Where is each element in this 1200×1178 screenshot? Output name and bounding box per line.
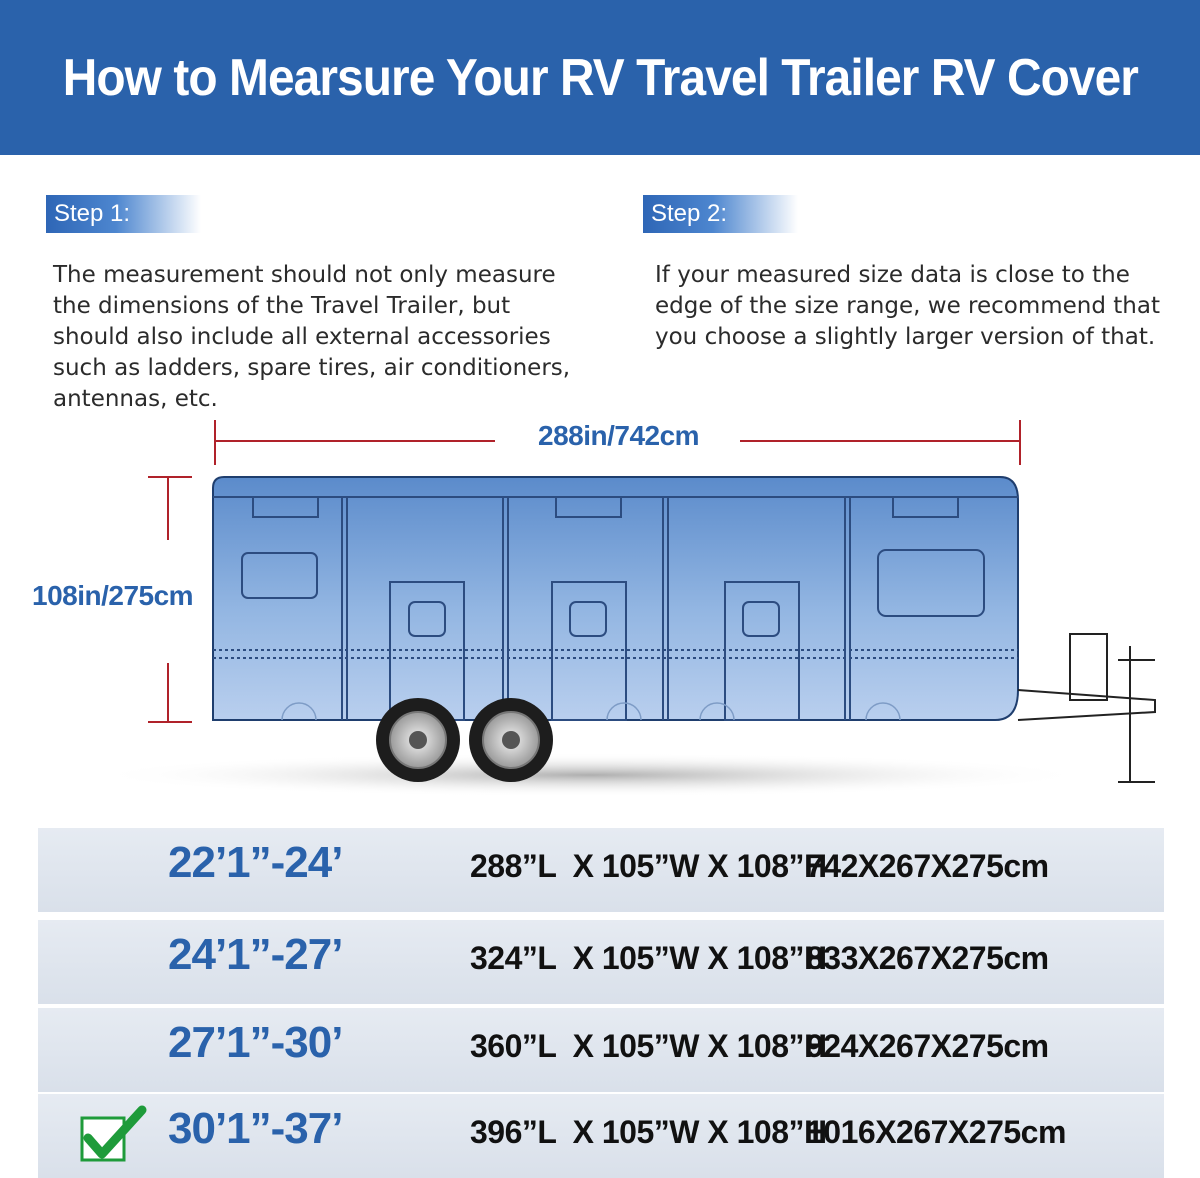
size-row — [38, 1008, 1164, 1092]
trailer-body — [213, 477, 1018, 720]
size-inches: 360”L X 105”W X 108”H — [470, 1028, 827, 1064]
tow-hitch — [1018, 634, 1155, 782]
size-row — [38, 828, 1164, 912]
wheel-front — [376, 698, 460, 782]
height-label: 108in/275cm — [32, 580, 194, 611]
size-cm: 1016X267X275cm — [806, 1114, 1066, 1150]
ground-shadow — [90, 753, 1090, 797]
size-range: 22’1”-24’ — [168, 838, 343, 887]
step1-line: antennas, etc. — [53, 386, 218, 412]
step2-line: you choose a slightly larger version of that. — [655, 324, 1156, 350]
size-cm: 833X267X275cm — [806, 940, 1049, 976]
checkmark-icon — [78, 1102, 150, 1166]
size-range: 30’1”-37’ — [168, 1104, 343, 1153]
step1-label: Step 1: — [46, 195, 201, 233]
page-title: How to Mearsure Your RV Travel Trailer RV Cover — [62, 48, 1138, 107]
step1-line: the dimensions of the Travel Trailer, but — [53, 293, 511, 319]
step1-line: such as ladders, spare tires, air conditioners, — [53, 355, 571, 381]
step1-line: The measurement should not only measure — [53, 262, 556, 288]
size-inches: 324”L X 105”W X 108”H — [470, 940, 827, 976]
length-label: 288in/742cm — [538, 420, 700, 451]
step1-line: should also include all external accessories — [53, 324, 551, 350]
size-inches: 288”L X 105”W X 108”H — [470, 848, 827, 884]
step2-line: If your measured size data is close to the — [655, 262, 1130, 288]
size-cm: 742X267X275cm — [806, 848, 1049, 884]
wheel-rear — [469, 698, 553, 782]
size-range: 24’1”-27’ — [168, 930, 343, 979]
size-row — [38, 920, 1164, 1004]
size-inches: 396”L X 105”W X 108”H — [470, 1114, 827, 1150]
size-cm: 924X267X275cm — [806, 1028, 1049, 1064]
size-range: 27’1”-30’ — [168, 1018, 343, 1067]
size-row-selected — [38, 1094, 1164, 1178]
step2-label: Step 2: — [643, 195, 798, 233]
step2-line: edge of the size range, we recommend that — [655, 293, 1161, 319]
